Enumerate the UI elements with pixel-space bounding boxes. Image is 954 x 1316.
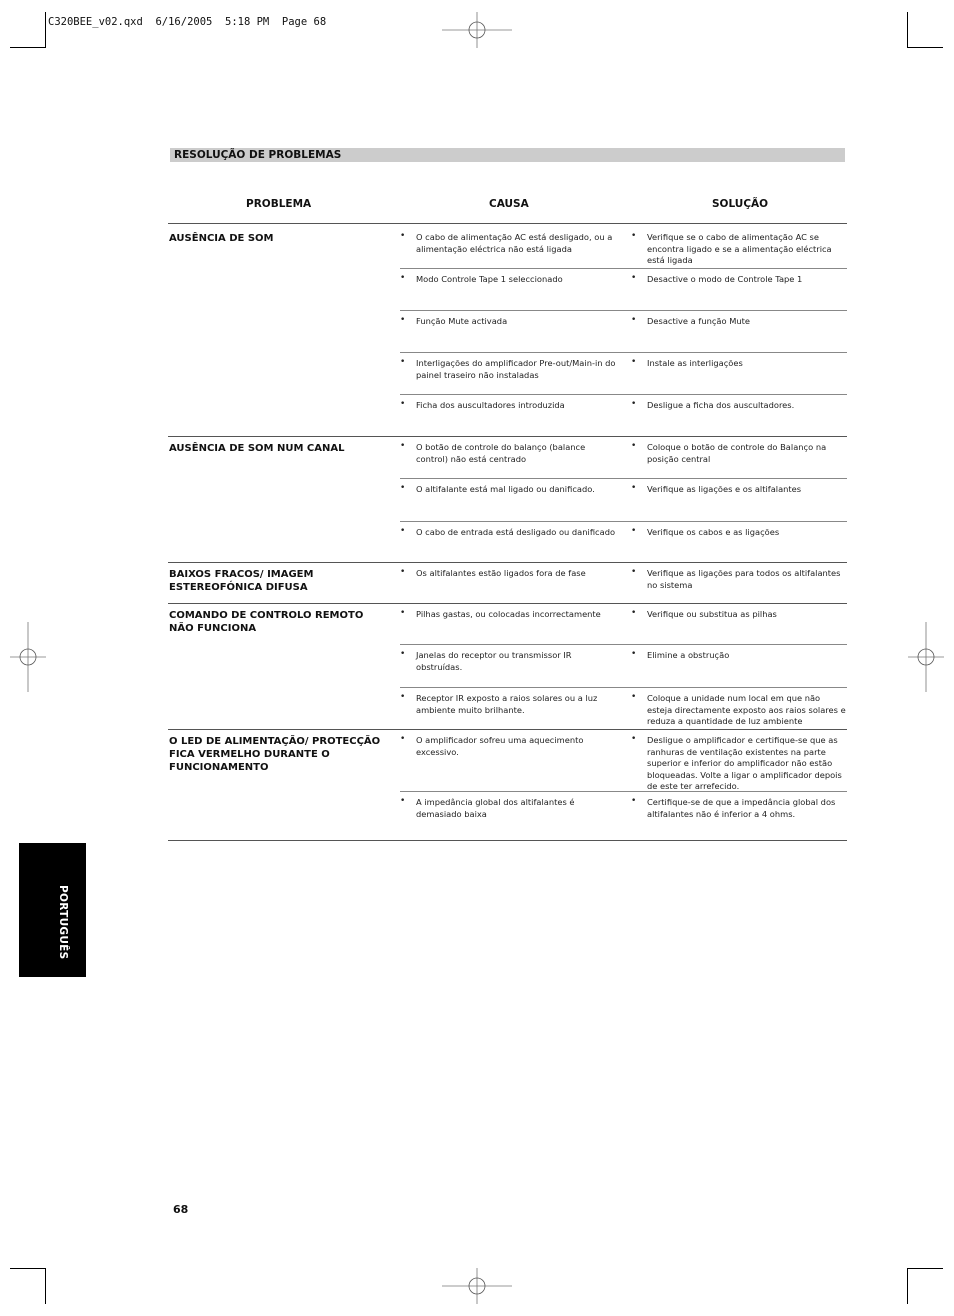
bullet-icon: •: [400, 441, 406, 451]
cause-text: Função Mute activada: [416, 316, 508, 326]
registration-mark-icon: [442, 12, 512, 48]
solution-text: Instale as interligações: [647, 358, 743, 368]
bullet-icon: •: [400, 231, 406, 241]
bullet-icon: •: [631, 649, 637, 659]
row-divider: [168, 562, 847, 563]
bullet-icon: •: [631, 483, 637, 493]
bullet-icon: •: [631, 315, 637, 325]
page-number: 68: [173, 1203, 189, 1216]
crop-mark: [907, 1268, 943, 1269]
language-tab: [19, 843, 86, 977]
cause-text: Os altifalantes estão ligados fora de fase: [416, 568, 586, 578]
problem-label: AUSÊNCIA DE SOM NUM CANAL: [169, 443, 345, 454]
table-bottom-rule: [168, 840, 847, 841]
bullet-icon: •: [400, 692, 406, 702]
problem-label: COMANDO DE CONTROLO REMOTO NÃO FUNCIONA: [169, 610, 364, 634]
row-divider: [400, 644, 847, 645]
crop-mark: [10, 1268, 46, 1269]
cause-text: O cabo de alimentação AC está desligado, ou a alimentação eléctrica não está ligada: [416, 232, 613, 254]
crop-mark: [45, 1268, 46, 1304]
problem-label: AUSÊNCIA DE SOM: [169, 233, 274, 244]
bullet-icon: •: [400, 483, 406, 493]
bullet-icon: •: [400, 796, 406, 806]
crop-mark: [10, 47, 46, 48]
section-title: RESOLUÇÃO DE PROBLEMAS: [174, 149, 342, 161]
solution-text: Verifique os cabos e as ligações: [647, 527, 780, 537]
row-divider: [400, 268, 847, 269]
row-divider: [168, 436, 847, 437]
cause-text: Pilhas gastas, ou colocadas incorrectamente: [416, 609, 601, 619]
cause-text: O amplificador sofreu uma aquecimento excessivo.: [416, 735, 584, 757]
cause-text: Modo Controle Tape 1 seleccionado: [416, 274, 563, 284]
registration-mark-icon: [908, 622, 944, 692]
bullet-icon: •: [631, 734, 637, 744]
cause-text: O altifalante está mal ligado ou danificado.: [416, 484, 595, 494]
bullet-icon: •: [400, 608, 406, 618]
cause-text: Janelas do receptor ou transmissor IR obstruídas.: [416, 650, 572, 672]
cause-text: O botão de controle do balanço (balance control) não está centrado: [416, 442, 586, 464]
solution-text: Verifique ou substitua as pilhas: [647, 609, 777, 619]
problem-label: BAIXOS FRACOS/ IMAGEM ESTEREOFÓNICA DIFUSA: [169, 569, 314, 593]
row-divider: [400, 478, 847, 479]
bullet-icon: •: [400, 357, 406, 367]
crop-mark: [907, 12, 908, 48]
bullet-icon: •: [400, 526, 406, 536]
bullet-icon: •: [400, 399, 406, 409]
registration-mark-icon: [442, 1268, 512, 1304]
solution-text: Coloque a unidade num local em que não esteja directamente exposto aos raios solares e reduza a quantidade de luz ambiente: [647, 693, 846, 726]
bullet-icon: •: [400, 315, 406, 325]
cause-text: Receptor IR exposto a raios solares ou a luz ambiente muito brilhante.: [416, 693, 598, 715]
bullet-icon: •: [631, 526, 637, 536]
row-divider: [400, 394, 847, 395]
solution-text: Desactive a função Mute: [647, 316, 750, 326]
solution-text: Verifique se o cabo de alimentação AC se encontra ligado e se a alimentação eléctrica está ligada: [647, 232, 832, 265]
cause-text: O cabo de entrada está desligado ou danificado: [416, 527, 616, 537]
solution-text: Desactive o modo de Controle Tape 1: [647, 274, 803, 284]
solution-text: Coloque o botão de controle do Balanço na posição central: [647, 442, 827, 464]
solution-text: Verifique as ligações para todos os altifalantes no sistema: [647, 568, 841, 590]
row-divider: [168, 603, 847, 604]
bullet-icon: •: [400, 734, 406, 744]
bullet-icon: •: [631, 796, 637, 806]
solution-text: Verifique as ligações e os altifalantes: [647, 484, 802, 494]
cause-text: Interligações do amplificador Pre-out/Main-in do painel traseiro não instaladas: [416, 358, 616, 380]
row-divider: [400, 310, 847, 311]
row-divider: [400, 791, 847, 792]
row-divider: [400, 352, 847, 353]
column-heading-cause: CAUSA: [489, 198, 529, 210]
bullet-icon: •: [631, 231, 637, 241]
column-heading-problem: PROBLEMA: [246, 198, 312, 210]
solution-text: Certifique-se de que a impedância global dos altifalantes não é inferior a 4 ohms.: [647, 797, 836, 819]
crop-mark: [45, 12, 46, 48]
column-heading-solution: SOLUÇÃO: [712, 198, 769, 210]
section-header-bar: [170, 148, 845, 162]
language-tab-label: PORTUGUÊS: [57, 885, 69, 960]
table-top-rule: [168, 223, 847, 224]
bullet-icon: •: [631, 273, 637, 283]
bullet-icon: •: [631, 692, 637, 702]
solution-text: Desligue a ficha dos auscultadores.: [647, 400, 795, 410]
cause-text: A impedância global dos altifalantes é demasiado baixa: [416, 797, 575, 819]
row-divider: [400, 687, 847, 688]
crop-mark: [907, 1268, 908, 1304]
bullet-icon: •: [631, 399, 637, 409]
bullet-icon: •: [631, 608, 637, 618]
row-divider: [168, 729, 847, 730]
bullet-icon: •: [631, 357, 637, 367]
problem-label: O LED DE ALIMENTAÇÃO/ PROTECÇÃO FICA VERMELHO DURANTE O FUNCIONAMENTO: [169, 736, 381, 773]
solution-text: Elimine a obstrução: [647, 650, 730, 660]
bullet-icon: •: [400, 273, 406, 283]
bullet-icon: •: [631, 567, 637, 577]
file-slug: C320BEE_v02.qxd 6/16/2005 5:18 PM Page 68: [48, 16, 327, 28]
solution-text: Desligue o amplificador e certifique-se que as ranhuras de ventilação existentes na parte superior e inferior do amplificador não estão bloqueadas. Volte a ligar o amplificador depois de este ter arrefecido.: [647, 735, 842, 791]
cause-text: Ficha dos auscultadores introduzida: [416, 400, 565, 410]
bullet-icon: •: [631, 441, 637, 451]
crop-mark: [907, 47, 943, 48]
registration-mark-icon: [10, 622, 46, 692]
row-divider: [400, 521, 847, 522]
bullet-icon: •: [400, 567, 406, 577]
bullet-icon: •: [400, 649, 406, 659]
